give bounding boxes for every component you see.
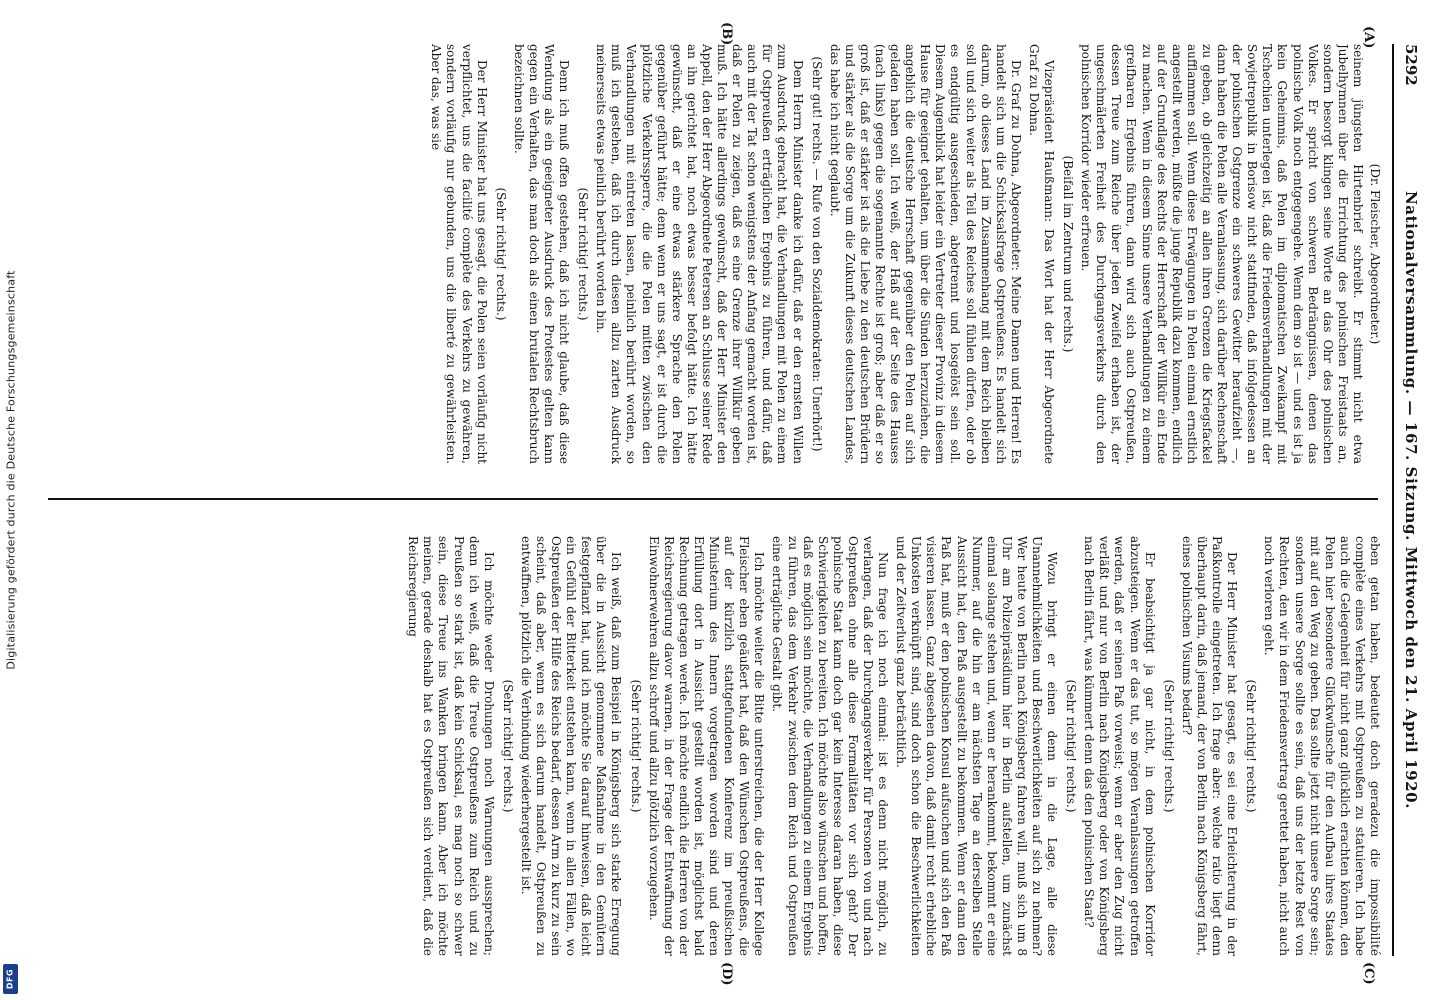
reaction: (Sehr richtig! rechts.) (1161, 679, 1176, 813)
dfg-logo (3, 964, 18, 994)
reaction: (Sehr richtig! rechts.) (500, 679, 515, 813)
reaction: (Sehr richtig! rechts.) (1064, 679, 1079, 813)
paragraph: Denn ich muß offen gestehen, daß ich nicht glaube, daß diese Wendung als ein geeigneter Ausdruck des Protestes gelten kann gegen ein Verhalten, das man doch als einen brutalen Rechtsbruch bezeichnen sollte. (511, 44, 572, 464)
credit-text: Digitalisierung gefördert durch die Deutsche Forschungsgemeinschaft (4, 270, 18, 670)
header-title: Nationalversammlung. — 167. Sitzung. Mittwoch den 21. April 1920. (1402, 190, 1420, 810)
reaction: (Beifall im Zentrum und rechts.) (1061, 155, 1076, 353)
margin-marker-a: (A) (1361, 26, 1376, 49)
credit-strip (0, 0, 22, 1000)
paragraph: Der Herr Minister hat gesagt, es sei eine Erleichterung in der Paßkontrolle eingetreten. Ich frage aber: welche ratio liegt denn überhaupt darin, daß jemand, der von Berlin nach Königsberg fährt, eines polnischen Visums bedarf? (1179, 536, 1240, 956)
page-number: 5292 (1402, 44, 1420, 86)
page-header (1392, 44, 1420, 956)
paragraph: Wozu bringt er einen denn in die Lage, alle diese Unannehmlichkeiten und Beschwerlichkeiten auf sich zu nehmen? Wer heute von Berlin nach Königsberg fahren will, muß sich um 8 Uhr am Polizeipräsidium hier in Berlin aufstellen, um zunächst einmal solange stehen und, wenn er herankommt, bekommt er eine Nummer, auf die hin er am nächsten Tage an derselben Stelle Aussicht hat, den Paß ausgestellt zu bekommen. Wenn er dann den Paß hat, muß er den polnischen Konsul aufsuchen und sich den Paß visieren lassen. Ganz abgesehen davon, daß damit recht erhebliche Unkosten verknüpft sind, sind doch schon die Beschwerlichkeiten und der Zeitverlust ganz beträchtlich. (894, 536, 1060, 956)
paragraph: Er beabsichtigt ja gar nicht, in dem polnischen Korridor abzusteigen. Wenn er das tut, so mögen Veranlassungen getroffen werden, daß er seinen Paß vorweist; wenn er aber den Zug nicht verläßt und nur von Berlin nach Königsberg oder von Königsberg nach Berlin fährt, was kümmert denn das den polnischen Staat? (1082, 536, 1157, 956)
right-column (50, 536, 1382, 956)
paragraph: eben getan haben, bedeutet doch geradezu die impossibilité complète eines Verkehrs mit Ostpreußen zu statuieren. Ich habe auch die Gelegenheit für nicht ganz glücklich erachten können, den Polen hier besondere Glückwünsche für den Aufbau ihres Staates mit auf den Weg zu geben. Das sollte jetzt nicht unsere Sorge sein; sondern unsere Sorge sollte es sein, daß uns der letzte Rest von Rechten, den wir in dem Friedensvertrag gerettet haben, nicht auch noch verloren geht. (1262, 536, 1382, 956)
reaction: (Sehr gut! rechts. — Rufe von den Sozialdemokraten: Unerhört!) (809, 56, 824, 452)
margin-marker-d: (D) (719, 962, 734, 986)
paragraph: Dem Herrn Minister danke ich dafür, daß er den ernsten Willen zum Ausdruck gebracht hat, die Verhandlungen mit Polen zu einem für Ostpreußen erträglichen Ergebnis zu führen, und dafür, daß auch mit der Tat schon wenigstens der Anfang gemacht worden ist, daß er Polen zu zeigen, daß es eine Grenze ihrer Willkür geben muß. Ich hätte allerdings gewünscht, daß der Herr Minister den Appell, den der Herr Abgeordnete Petersen an Schlusse seiner Rede an ihn gerichtet hat, noch etwas besser befolgt hätte. Ich hätte gewünscht, daß er eine etwas stärkere Sprache den Polen gegenüber geführt hätte; denn wenn er uns sagt, er ist durch die plötzliche Verkehrssperre, die die Polen mitten zwischen den Verhandlungen mit eintreten lassen, peinlich berührt worden, so muß ich gestehen, daß ich durch diesen allzu zarten Ausdruck meinerseits etwas peinlich berührt worden bin. (594, 44, 805, 464)
paragraph: Ich weiß, daß zum Beispiel in Königsberg sich starke Erregung über die in Aussicht genommene Maßnahme in den Gemütern festgepflanzt hat, und ich möchte Sie darauf hinweisen, daß leicht ein Gefühl der Bitterkeit entstehen kann, wenn in allen Fällen, wo Ostpreußen der Hilfe des Reichs bedarf, dessen Arm zu kurz zu sein scheint, daß aber, wenn es sich darum handelt, Ostpreußen zu entwaffnen, plötzlich die Verbindung wiederhergestellt ist. (518, 536, 624, 956)
paragraph: Ich möchte weiter die Bitte unterstreichen, die der Herr Kollege Fleischer eben geäußert hat, daß den Wünschen Ostpreußens, die auf der kürzlich stattgefundenen Konferenz im preußischen Ministerium des Innern vorgetragen worden sind und deren Erfüllung dort in Aussicht gestellt worden ist, möglichst bald Rechnung getragen werde. Ich möchte endlich die Herren von der Reichsregierung davor warnen, in der Frage der Entwaffnung der Einwohnerwehren allzu schroff und allzu plötzlich vorzugehen. (646, 536, 767, 956)
paragraph: Nun frage ich noch einmal: ist es denn nicht möglich, zu verlangen, daß der Durchgangsverkehr für Personen von und nach Ostpreußen ohne alle diese Formalitäten vor sich geht? Der polnische Staat kann doch gar kein Interesse daran haben, diese Schwierigkeiten zu bereiten. Ich möchte also wünschen und hoffen, daß es möglich sein möchte, die Verhandlungen zu einem Ergebnis zu führen, das dem Verkehr zwischen dem Reich und Ostpreußen eine erträgliche Gestalt gibt. (770, 536, 891, 956)
margin-marker-c: (C) (1361, 962, 1376, 985)
paragraph: Ich möchte weder Drohungen noch Warnungen aussprechen; denn ich weiß, daß die Treue Ostpreußens zum Reich und zu Preußen so stark ist, daß kein Schicksal, es mag noch so schwer sein, diese Treue ins Wanken bringen kann. Aber ich möchte meinen, gerade deshalb hat es Ostpreußen sich verdient, daß die Reichsregierung (406, 536, 496, 956)
paragraph: seinem jüngsten Hirtenbrief schreibt. Er stimmt nicht etwa Jubelhymnen über die Errichtung des polnischen Freistaats an, sondern besorgt klingen seine Worte an das Ohr des polnischen Volkes. Er spricht von schweren Bedrängnissen, denen das polnische Volk noch entgegengehe. Wenn dem so ist — und es ist ja kein Geheimnis, daß Polen im diplomatischen Zweikampf mit Tschechien unterlegen ist, daß die Friedensverhandlungen mit der Sowjetrepublik in Borisow nicht stattfinden, daß infolgedessen an der polnischen Ostgrenze ein schweres Gewitter heraufzieht —, dann haben die Polen alle Veranlassung, sich darüber Rechenschaft zu geben, ob gleichzeitig an allen ihren Grenzen die Kriegsfackel aufflammen soll. Wenn diese Erwägungen in Polen einmal ernstlich angestellt werden, müßte die junge Republik dazu kommen, endlich auf der Grundlage des Rechts der Herrschaft der Willkür ein Ende zu machen. Wenn in diesem Sinne unsere Verhandlungen zu einem greifbaren Ergebnis führen, dann wird sich auch Ostpreußen, dessen Treue zum Reiche über jeden Zweifel erhaben ist, der ungeschmälerten Freiheit des Durchgangsverkehrs durch den polnischen Korridor wieder erfreuen. (1079, 44, 1365, 464)
paragraph: Vizepräsident Haußmann: Das Wort hat der Herr Abgeordnete Graf zu Dohna. (1026, 44, 1057, 464)
speaker-note: (Dr. Fleischer, Abgeordneter.) (1368, 163, 1382, 345)
scanned-page (22, 0, 1434, 1000)
dfg-logo-text: DFG (5, 968, 15, 990)
paragraph: Dr. Graf zu Dohna, Abgeordneter: Meine Damen und Herren! Es handelt sich um die Schicksalsfrage Ostpreußens. Es handelt sich darum, ob dieses Land im Zusammenhang mit dem Reich bleiben soll und sich weiter als Teil des Reiches soll fühlen dürfen, oder ob es endgültig ausgeschieden, abgetrennt und losgelöst sein soll. Diesem Augenblick hat leider ein Vertreter dieser Provinz in diesem Hause für geeignet gehalten, um über die Sünden herzuziehen, die angeblich die deutsche Herrschaft gegenüber den Polen auf sich geladen haben soll. Ich weiß, der Haß auf der Seite des Hauses (nach links) gegen die sogenannte Rechte ist groß; aber daß er so groß ist, daß er stärker ist als die Liebe zu den deutschen Brüdern und stärker als die Sorge um die Zukunft dieses deutschen Landes, das habe ich nicht geglaubt. (827, 44, 1023, 464)
reaction: (Sehr richtig! rechts.) (628, 679, 643, 813)
margin-marker-b: (B) (719, 22, 734, 46)
page-content (22, 0, 1434, 1000)
paragraph: Der Herr Minister hat uns gesagt, die Polen seien vorläufig nicht verpflichtet, uns die facilité complète des Verkehrs zu gewähren, sondern vorläufig nur gebunden, uns die liberté zu gewährleisten. Aber das, was sie (429, 44, 489, 464)
reaction: (Sehr richtig! rechts.) (493, 187, 508, 321)
reaction: (Sehr richtig! rechts.) (1244, 679, 1259, 813)
column-divider (48, 498, 1378, 500)
left-column (50, 44, 1382, 464)
reaction: (Sehr richtig! rechts.) (576, 187, 591, 321)
